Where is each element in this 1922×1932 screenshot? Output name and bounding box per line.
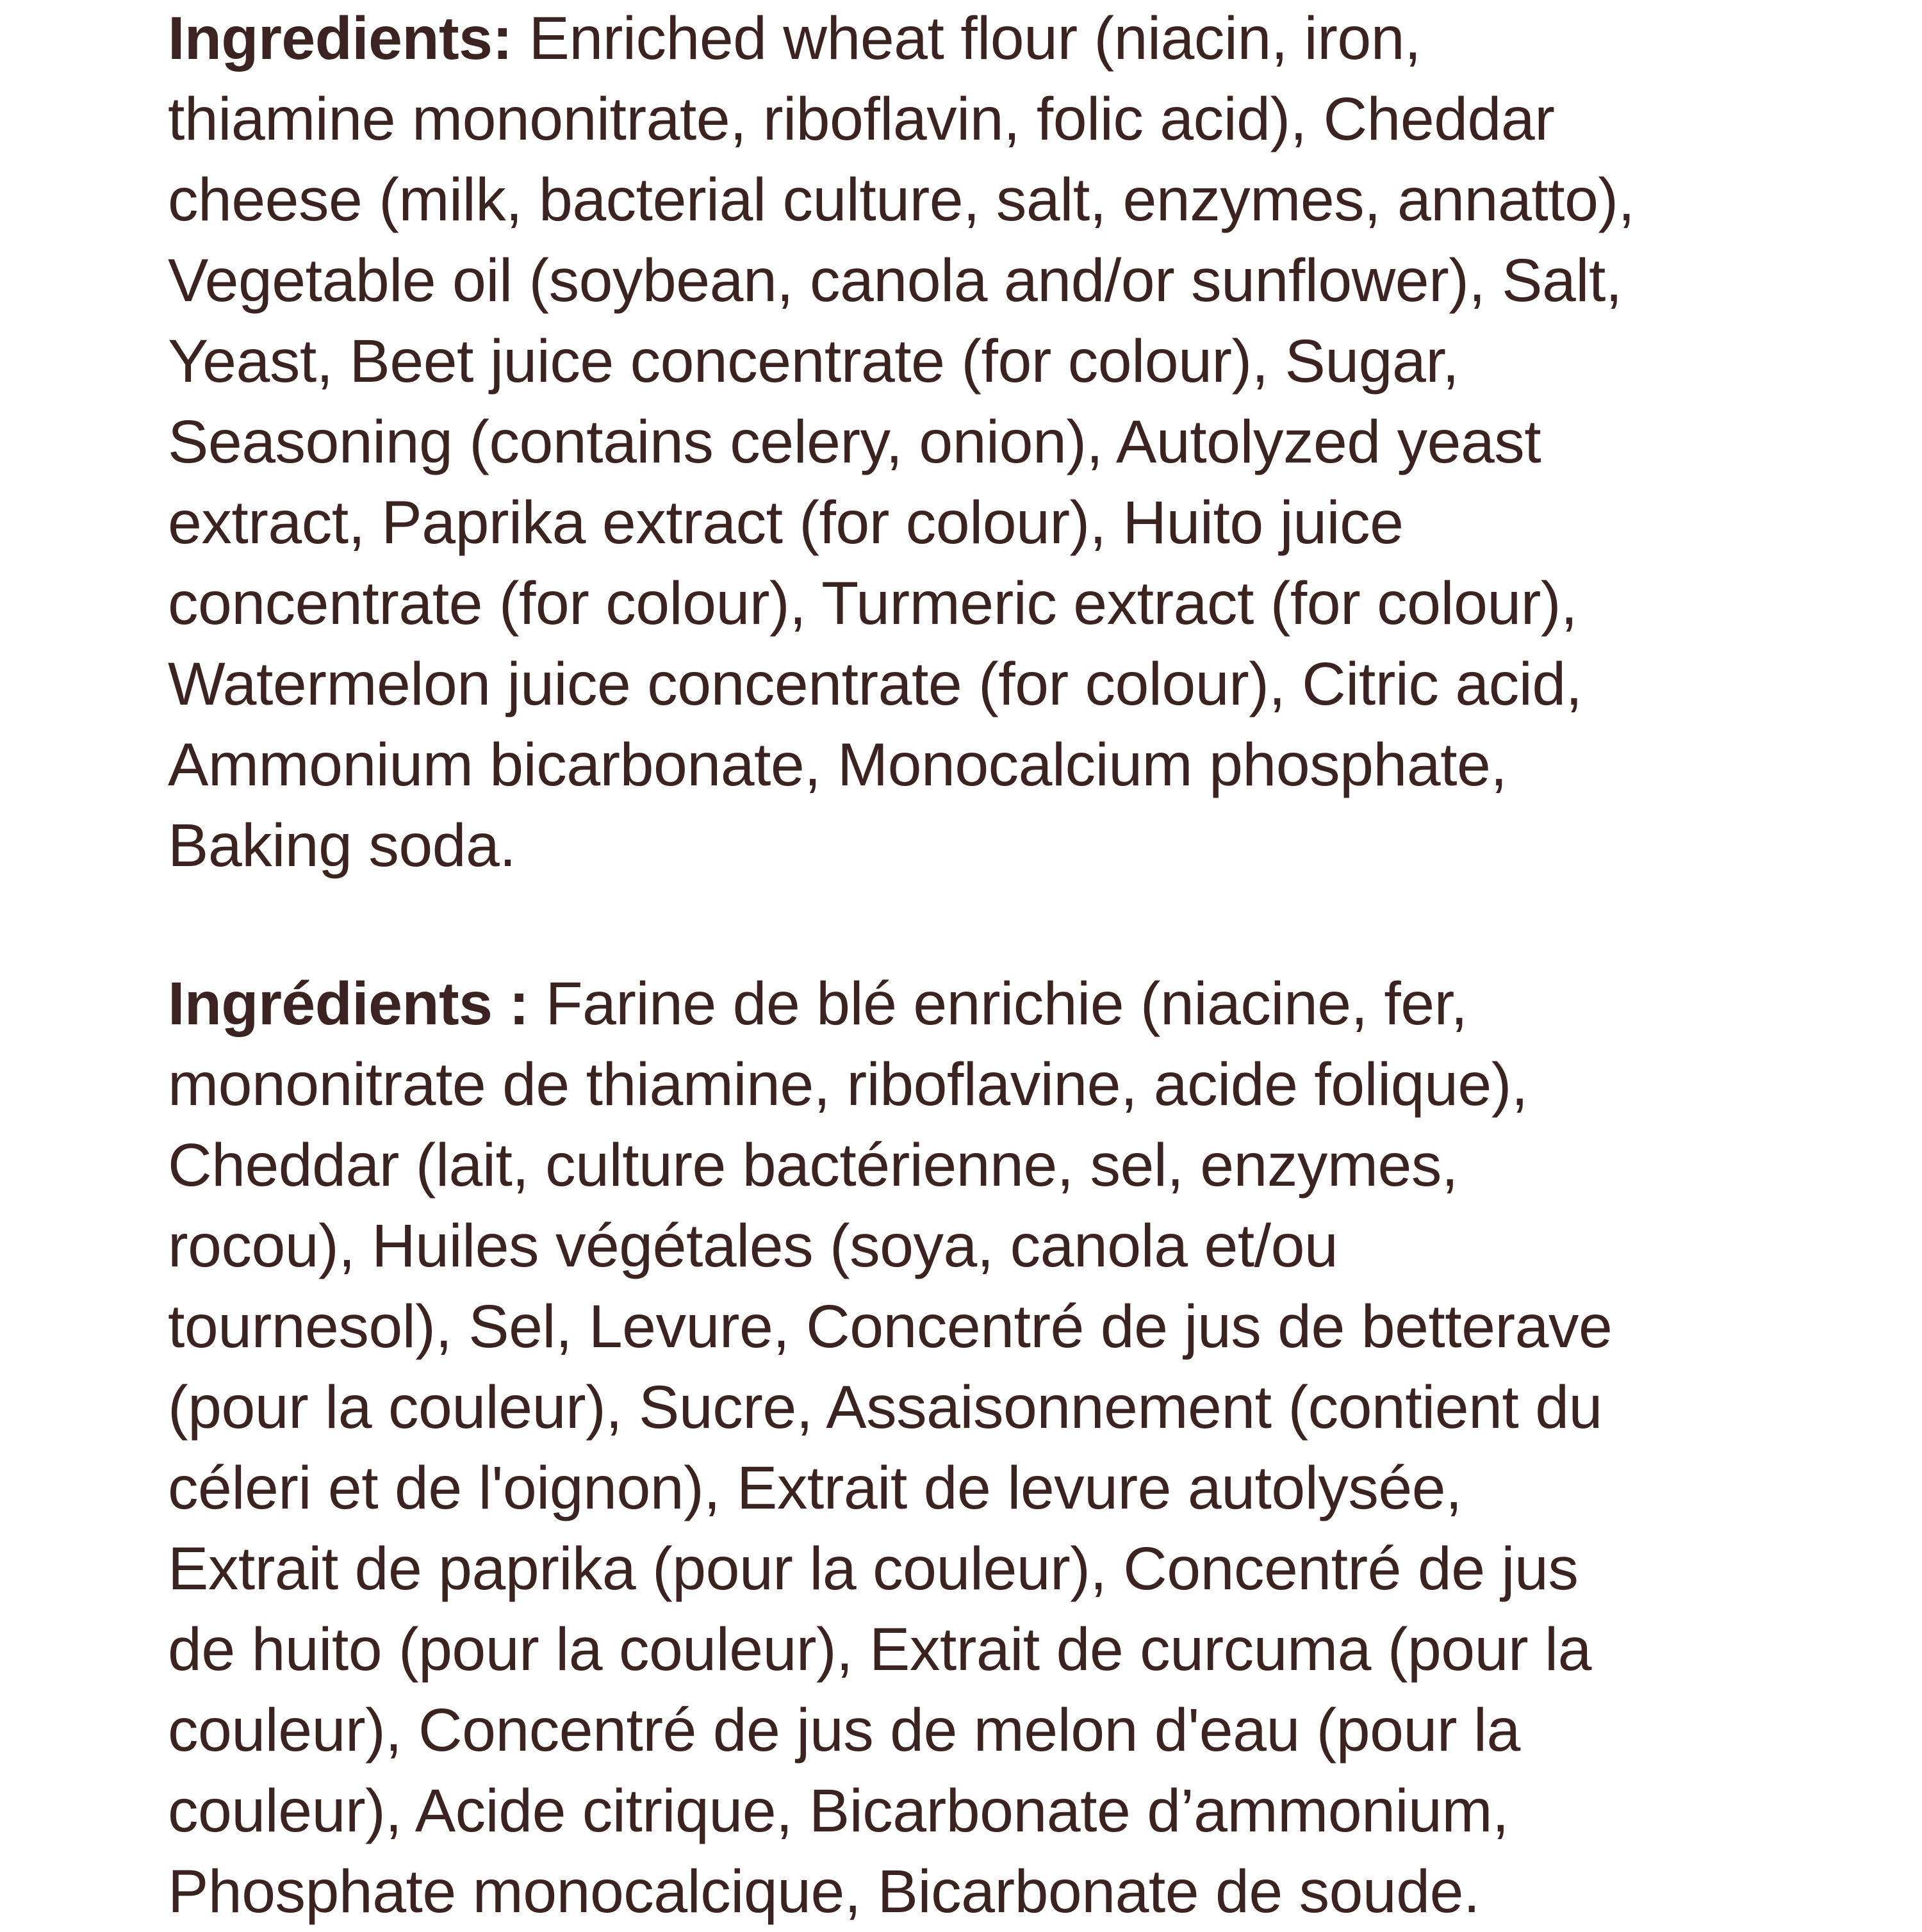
french-ingredients	[168, 963, 1612, 1932]
ingredient-line: céleri et de l'oignon), Extrait de levure autolysée,	[168, 1454, 1462, 1522]
ingredient-line: Cheddar (lait, culture bactérienne, sel, enzymes,	[168, 1131, 1458, 1199]
french-ingredients-heading: Ingrédients :	[168, 970, 529, 1038]
ingredient-line: Baking soda.	[168, 812, 516, 880]
english-ingredients	[168, 0, 1634, 886]
ingredient-line-text: Farine de blé enrichie (niacine, fer,	[529, 970, 1468, 1038]
ingredient-line: cheese (milk, bacterial culture, salt, enzymes, annatto),	[168, 166, 1635, 234]
ingredient-line: Extrait de paprika (pour la couleur), Concentré de jus	[168, 1535, 1579, 1603]
english-ingredients-heading: Ingredients:	[168, 4, 513, 72]
ingredient-line-text: Enriched wheat flour (niacin, iron,	[512, 4, 1421, 72]
ingredient-line: couleur), Concentré de jus de melon d'eau (pour la	[168, 1696, 1520, 1764]
ingredient-line: Yeast, Beet juice concentrate (for colour), Sugar,	[168, 327, 1459, 395]
ingredient-line: extract, Paprika extract (for colour), Huito juice	[168, 489, 1404, 557]
ingredient-line: couleur), Acide citrique, Bicarbonate d’ammonium,	[168, 1777, 1509, 1845]
ingredient-line: rocou), Huiles végétales (soya, canola et/ou	[168, 1212, 1338, 1280]
ingredient-line	[168, 963, 1612, 1044]
ingredient-line: (pour la couleur), Sucre, Assaisonnement (contient du	[168, 1373, 1602, 1441]
ingredient-line: Ammonium bicarbonate, Monocalcium phosphate,	[168, 731, 1507, 799]
ingredient-line: Seasoning (contains celery, onion), Autolyzed yeast	[168, 408, 1541, 476]
ingredient-line: Watermelon juice concentrate (for colour), Citric acid,	[168, 650, 1582, 718]
ingredient-line	[168, 0, 1634, 79]
ingredient-line: de huito (pour la couleur), Extrait de curcuma (pour la	[168, 1616, 1591, 1683]
ingredient-line: Phosphate monocalcique, Bicarbonate de soude.	[168, 1858, 1480, 1926]
ingredient-line: tournesol), Sel, Levure, Concentré de jus de betterave	[168, 1293, 1613, 1361]
ingredient-line: thiamine mononitrate, riboflavin, folic acid), Cheddar	[168, 85, 1555, 153]
ingredient-line: mononitrate de thiamine, riboflavine, acide folique),	[168, 1051, 1528, 1118]
ingredient-line: Vegetable oil (soybean, canola and/or sunflower), Salt,	[168, 247, 1622, 315]
ingredient-line: concentrate (for colour), Turmeric extract (for colour),	[168, 569, 1577, 637]
